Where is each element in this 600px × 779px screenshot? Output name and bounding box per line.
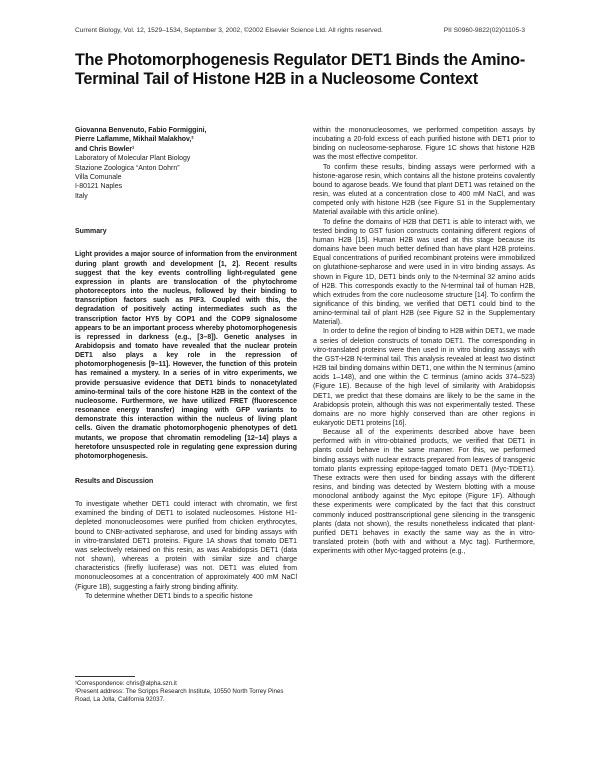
right-column — [313, 126, 535, 556]
affiliation-line: Italy — [75, 192, 88, 200]
body-paragraph: To confirm these results, binding assays were performed with a histone-agarose resin, which contains all the histone proteins covalently bound to agarose beads. We found that plant DET1 was retained on the resin, was eluted at a concentration close to 400 mM NaCl, and was competed only with histone H2B (see Figure S1 in the Supplementary Material available with this article online). — [313, 163, 535, 217]
affiliation-line: Stazione Zoologica “Anton Dohrn” — [75, 164, 180, 172]
article-title: The Photomorphogenesis Regulator DET1 Binds the Amino-Terminal Tail of Histone H2B in a Nucleosome Context — [75, 51, 525, 88]
body-paragraph: within the mononucleosomes, we performed competition assays by incubating a 20-fold excess of each purified histone with DET1 prior to binding on nucleosome-sepharose. Figure 1C shows that histone H2B was the most effective competitor. — [313, 127, 535, 162]
summary-heading: Summary — [75, 228, 107, 236]
affiliation-line: I-80121 Naples — [75, 183, 123, 191]
footnotes — [75, 680, 297, 704]
journal-header — [75, 27, 525, 35]
pii-code: PII S0960-9822(02)01105-3 — [443, 27, 525, 34]
journal-citation: Current Biology, Vol. 12, 1529–1534, September 3, 2002, ©2002 Elsevier Science Ltd. All rights reserved. — [75, 27, 383, 34]
affiliation — [75, 154, 297, 201]
author-line: Giovanna Benvenuto, Fabio Formiggini, — [75, 127, 207, 134]
left-column — [75, 126, 297, 601]
body-paragraph: To determine whether DET1 binds to a specific histone — [85, 592, 253, 600]
author-list — [75, 126, 297, 154]
affiliation-line: Laboratory of Molecular Plant Biology — [75, 155, 191, 163]
body-paragraph: To define the domains of H2B that DET1 is able to interact with, we tested binding to GST fusion constructs containing different regions of human H2B [15]. Human H2B was used at this stage because its domains have been much better defined than have plant H2B proteins. Equal concentrations of purified recombinant proteins were immobilized on glutathione-sepharose and were used in in vitro binding assays. As shown in Figure 1D, DET1 binds only to the N-terminal 32 amino acids of H2B. This corresponds exactly to the N-terminal tail of human H2B, which extrudes from the core nucleosome structure [14]. To confirm the significance of this binding, we verified that DET1 could bind to the amino-terminal tail of plant H2B (see Figure S2 in the Supplementary Material). — [313, 218, 535, 327]
results-heading: Results and Discussion — [75, 478, 154, 485]
author-line: and Chris Bowler¹ — [75, 145, 135, 153]
affiliation-line: Villa Comunale — [75, 174, 122, 182]
body-paragraph: In order to define the region of binding to H2B within DET1, we made a series of deletion constructs of tomato DET1. The corresponding in vitro-translated proteins were then used in in vitro binding assays with the GST-H2B N-terminal tail. This analysis revealed at least two distinct H2B tail binding domains within DET1, one within the N terminus (amino acids 1–148), and one within the C terminus (amino acids 374–523) (Figure 1E). Because of the high level of similarity with Arabidopsis DET1, we predict that these domains are likely to be the same in the Arabidopsis protein, although this was not experimentally tested. These domains are no more highly conserved than are other regions in eukaryotic DET1 proteins [16]. — [313, 328, 535, 427]
author-line: Pierre Laflamme, Mikhail Malakhov,² — [75, 136, 194, 144]
footnote-correspondence: ¹Correspondence: chris@alpha.szn.it — [75, 680, 177, 687]
summary-text: Light provides a major source of information from the environment during plant growth and development [1, 2]. Recent results suggest that the key events controlling light-regulated gene expression in plants are translocation of the phytochrome photoreceptors into the nucleus, followed by their binding to transcription factors such as PIF3. Coupled with this, the degradation of positively acting intermediates such as the transcription factor HY5 by COP1 and the COP9 signalosome appears to be an important process whereby photomorphogenesis is repressed in darkness (e.g., [3–8]). Genetic analyses in Arabidopsis and tomato have revealed that the nuclear protein DET1 also plays a key role in the repression of photomorphogenesis [9–11]. However, the function of this protein has remained a mystery. In a series of in vitro experiments, we provide persuasive evidence that DET1 binds to nonacetylated amino-terminal tails of the core histone H2B in the context of the nucleosome. Furthermore, we have utilized FRET (fluorescence resonance energy transfer) imaging with GFP variants to demonstrate this interaction within the nucleus of living plant cells. Given the dramatic photomorphogenic phenotypes of det1 mutants, we propose that chromatin remodeling [12–14] plays a heretofore unsuspected role in regulating gene expression during photomorphogenesis. — [75, 251, 297, 460]
body-paragraph: Because all of the experiments described above have been performed with in vitro-obtained products, we verified that DET1 in plants could behave in the same manner. For this, we performed binding assays with nuclear extracts prepared from leaves of transgenic tomato plants expressing epitope-tagged tomato DET1 (Myc-TDET1). These extracts were then used for binding assays with the different resins, and binding was detected by Western blotting with a mouse monoclonal antibody against the Myc epitope (Figure 1F). Although these experiments were complicated by the fact that this construct commonly induced posttranscriptional gene silencing in the transgenic plants (data not shown), the results nonetheless indicated that plant-purified DET1 behaves in exactly the same way as the in vitro-translated protein (both with and without a Myc tag). Furthermore, experiments with other Myc-tagged proteins (e.g., — [313, 429, 535, 556]
footnote-divider — [75, 676, 135, 677]
footnote-present-address: ²Present address: The Scripps Research Institute, 10550 North Torrey Pines Road, La Jolla, California 92037. — [75, 688, 284, 703]
body-paragraph: To investigate whether DET1 could interact with chromatin, we first examined the binding of DET1 to isolated nucleosomes. Histone H1-depleted mononucleosomes were purified from chicken erythrocytes, bound to CNBr-activated sepharose, and used for binding assays with in vitro-translated DET1 proteins. Figure 1A shows that tomato DET1 was selectively retained on this resin, as was Arabidopsis DET1 (data not shown), whereas a protein with similar size and charge characteristics (firefly luciferase) was not. DET1 was eluted from mononucleosomes at a concentration of approximately 400 mM NaCl (Figure 1B), suggesting a fairly strong binding affinity. — [75, 501, 297, 591]
